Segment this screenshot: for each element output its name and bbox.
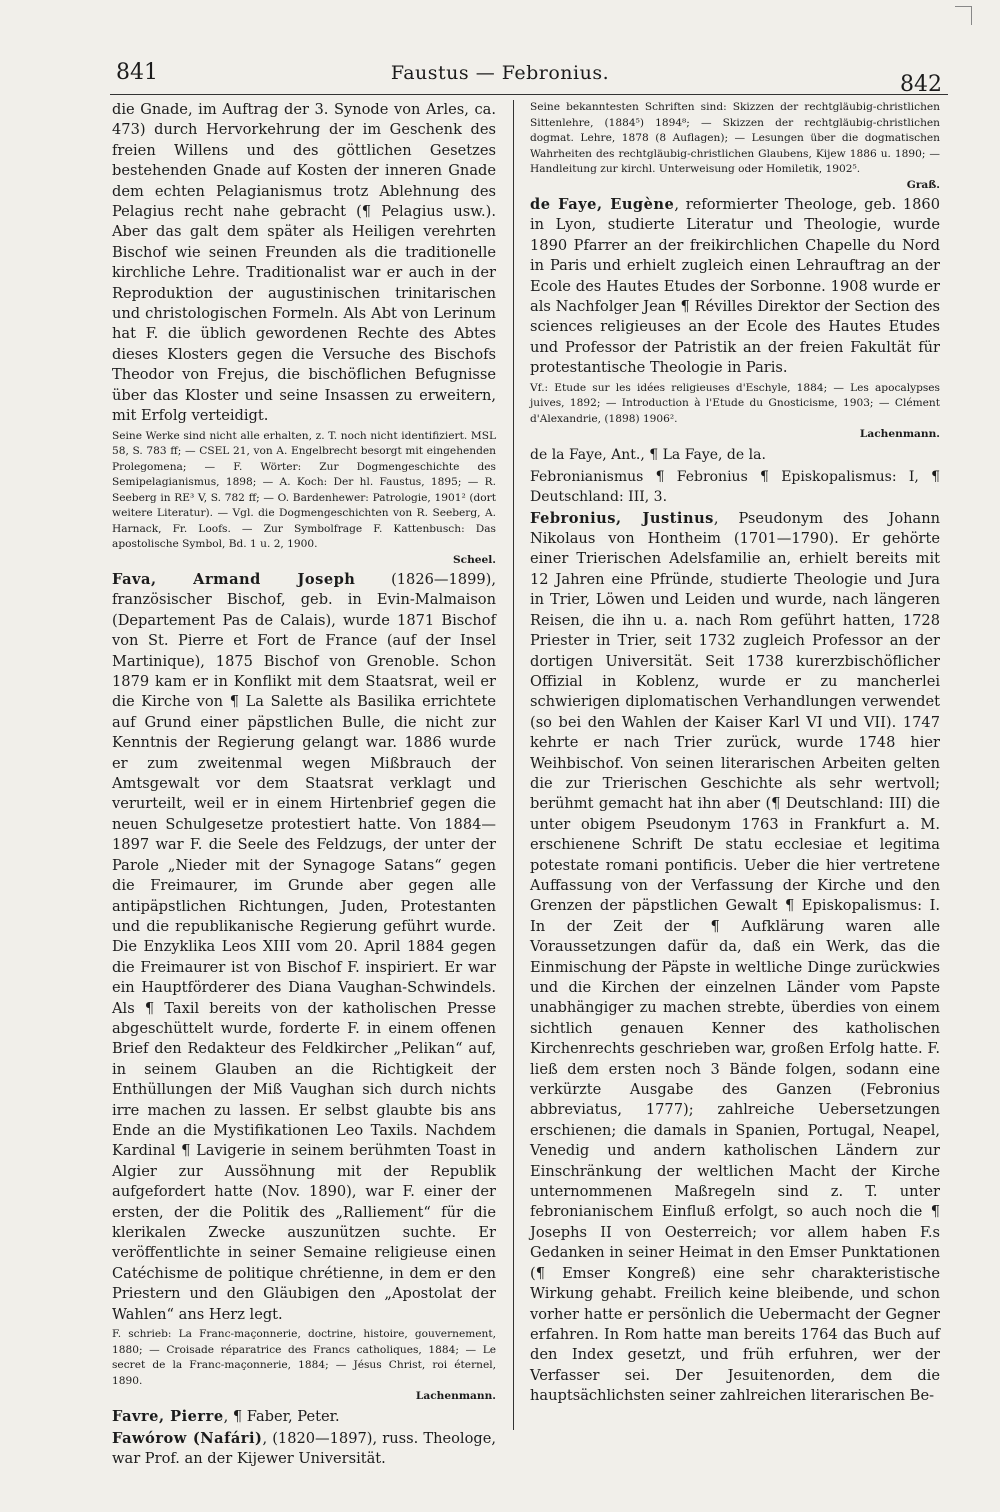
cross-reference-febronianismus: Febronianismus ¶ Febronius ¶ Episkopalismus: I, ¶ Deutschland: III, 3. [530,468,940,505]
literature-text: Seine bekanntesten Schriften sind: Skizzen der rechtgläubig-christlichen Sittenlehre, (1884⁵) 1894⁸; — Skizzen der rechtgläubig-christlichen dogmat. Lehre, 1878 (8 Auflagen); — Lesungen über die dogmatischen Wahrheiten des rechtgläubig-christlichen Glaubens, Kijew 1886 u. 1890; — Handleitung zur kirchl. Unterweisung oder Homiletik, 1902⁵. [530,101,940,175]
author-signature: Lachenmann. [859,428,940,441]
entry-heading: Favre, Pierre [112,1407,224,1425]
author-signature: Graß. [906,178,940,191]
de-faye-literature [530,381,940,443]
entry-text: (1826—1899), französischer Bischof, geb. in Evin-Malmaison (Departement Pas de Calais), wurde 1871 Bischof von St. Pierre et Fort de France (auf der Insel Martinique), 1875 Bischof von Grenoble. Schon 1879 kam er in Konflikt mit dem Staatsrat, weil er die Kirche von ¶ La Salette als Basilika errichtete auf Grund einer päpstlichen Bulle, die nicht zur Kenntnis der Regierung gelangt war. 1886 wurde er zum zweitenmal wegen Mißbrauch der Amtsgewalt vor dem Staatsrat verklagt und verurteilt, weil er in einem Hirtenbrief gegen die neuen Schulgesetze protestiert hatte. Von 1884—1897 war F. die Seele des Feldzugs, der unter der Parole „Nieder mit der Synagoge Satans“ gegen die Freimaurer, im Grunde aber gegen alle antipäpstlichen Richtungen, Juden, Protestanten und die republikanische Regierung geführt wurde. Die Enzyklika Leos XIII vom 20. April 1884 gegen die Freimaurer ist von Bischof F. inspiriert. Er war ein Hauptförderer des Diana Vaughan-Schwindels. Als ¶ Taxil bereits von der katholischen Presse abgeschüttelt wurde, forderte F. in einem offenen Brief den Redakteur des Feldkircher „Pelikan“ auf, in seinem Glauben an die Richtigkeit der Enthüllungen der Miß Vaughan sich durch nichts irre machen zu lassen. Er selbst glaubte bis ans Ende an die Mystifikationen Leo Taxils. Nachdem Kardinal ¶ Lavigerie in seinem berühmten Toast in Algier zur Aussöhnung mit der Republik aufgefordert hatte (Nov. 1890), war F. einer der ersten, der die Politik des „Ralliement“ für die klerikalen Zwecke auszunützen suchte. Er veröffentlichte in seiner Semaine religieuse einen Catéchisme de politique chrétienne, in dem er den Priestern und den Gläubigen den „Apostolat der Wahlen“ ans Herz legt. [112,571,496,1323]
entry-text: , Pseudonym des Johann Nikolaus von Hontheim (1701—1790). Er gehörte einer Trierischen Adelsfamilie an, erhielt bereits mit 12 Jahren eine Pfründe, studierte Theologie und Jura in Trier, Löwen und Leiden und wurde, nach längeren Reisen, die ihn u. a. nach Rom geführt hatten, 1728 Priester in Trier, seit 1732 zugleich Professor an der dortigen Universität. Seit 1738 kurerzbischöflicher Offizial in Koblenz, wurde er zu mancherlei schwierigen diplomatischen Verhandlungen verwendet (so bei den Wahlen der Kaiser Karl VI und VII). 1747 kehrte er nach Trier zurück, wurde 1748 hier Weihbischof. Von seinen literarischen Arbeiten gelten die zur Trierischen Geschichte als sehr wertvoll; berühmt gemacht hat ihn aber (¶ Deutschland: III) die unter obigem Pseudonym 1763 in Frankfurt a. M. erschienene Schrift De statu ecclesiae et legitima potestate romani pontificis. Ueber die hier vertretene Auffassung von der Verfassung der Kirche und den Grenzen der päpstlichen Gewalt ¶ Episkopalismus: I. In der Zeit der ¶ Aufklärung waren alle Voraussetzungen dafür da, daß ein Werk, das die Einmischung der Päpste in weltliche Dinge zurückwies und die Kirchen der einzelnen Länder vom Papste unabhängiger zu machen strebte, überdies von einem sichtlich genauen Kenner des katholischen Kirchenrechts geschrieben war, großen Erfolg hatte. F. ließ dem ersten noch 3 Bände folgen, sodann eine verkürzte Ausgabe des Ganzen (Febronius abbreviatus, 1777); zahlreiche Uebersetzungen erschienen; die damals in Spanien, Portugal, Neapel, Venedig und andern katholischen Ländern zur Einschränkung der weltlichen Macht der Kirche unternommenen Maßregeln sind z. T. unter febronianischem Einfluß erfolgt, so auch noch die ¶ Josephs II von Oesterreich; vor allem haben F.s Gedanken in seiner Heimat in den Emser Punktationen (¶ Emser Kongreß) eine sehr charakteristische Wirkung gehabt. Freilich keine bleibende, und schon vorher hatte er persönlich die Uebermacht der Gegner erfahren. In Rom hatte man bereits 1764 das Buch auf den Index gesetzt, und früh erfuhren, wer der Verfasser sei. Der Jesuitenorden, dem die hauptsächlichsten seiner zahlreichen literarischen Be- [530,509,940,1405]
entry-text: , reformierter Theologe, geb. 1860 in Lyon, studierte Literatur und Theologie, wurde 1890 Pfarrer an der freikirchlichen Chapelle du Nord in Paris und erhielt zugleich einen Lehrauftrag an der Ecole des Hautes Etudes der Sorbonne. 1908 wurde er als Nachfolger Jean ¶ Révilles Direktor der Section des sciences religieuses an der Ecole des Hautes Etudes und Professor der Patristik an der freien Fakultät für protestantische Theologie in Paris. [530,196,940,377]
corner-mark [955,6,972,25]
entry-febronius [530,509,940,1407]
page-number-right: 842 [900,72,942,97]
header-rule [110,94,948,95]
entry-heading: Fawórow (Nafári) [112,1429,263,1447]
right-column [530,100,940,1430]
entry-de-faye [530,195,940,379]
entry-heading: de Faye, Eugène [530,196,675,213]
entry-text: , (1820—1897), russ. Theologe, war Prof. an der Kijewer Universität. [112,1429,496,1468]
faustus-literature [112,429,496,569]
literature-text: Seine Werke sind nicht alle erhalten, z. T. noch nicht identifiziert. MSL 58, S. 783 ff; — CSEL 21, von A. Engelbrecht besorgt mit eingehenden Prolegomena; — F. Wörter: Zur Dogmengeschichte des Semipelagianismus, 1898; — A. Koch: Der hl. Faustus, 1895; — R. Seeberg in RE³ V, S. 782 ff; — O. Bardenhewer: Patrologie, 1901² (dort weitere Literatur). — Vgl. die Dogmengeschichten von R. Seeberg, A. Harnack, Fr. Loofs. — Zur Symbolfrage F. Kattenbusch: Das apostolische Symbol, Bd. 1 u. 2, 1900. [112,429,496,550]
author-signature: Scheel. [453,553,496,566]
page-number-left: 841 [116,60,158,85]
faustus-text: die Gnade, im Auftrag der 3. Synode von Arles, ca. 473) durch Hervorkehrung der im Geschenk des freien Willens und des göttlichen Gesetzes bestehenden Gnade auf Kosten der inneren Gnade dem echten Pelagianismus trotz Ablehnung des Pelagius recht nahe gebracht (¶ Pelagius usw.). Aber das galt dem später als Heiligen verehrten Bischof wie seinen Freunden als die traditionelle kirchliche Lehre. Traditionalist war er auch in der Reproduktion der augustinischen trinitarischen und christologischen Formeln. Als Abt von Lerinum hat F. die üblich gewordenen Rechte des Abtes dieses Klosters gegen die Versuche des Bischofs Theodor von Frejus, die bischöflichen Befugnisse über das Kloster und seine Insassen zu erweitern, mit Erfolg verteidigt. [112,101,496,425]
entry-heading: Fava, Armand Joseph [112,571,356,588]
left-column [112,100,496,1468]
fava-literature [112,1327,496,1405]
running-title: Faustus — Febronius. [390,62,610,84]
literature-text: F. schrieb: La Franc-maçonnerie, doctrine, histoire, gouvernement, 1880; — Croisade réparatrice des Francs catholiques, 1884; — Le secret de la Franc-maçonnerie, 1884; — Jésus Christ, roi éternel, 1890. [112,1328,496,1387]
cross-reference-la-faye: de la Faye, Ant., ¶ La Faye, de la. [530,446,766,463]
faworow-literature [530,100,940,193]
literature-text: Vf.: Etude sur les idées religieuses d'Eschyle, 1884; — Les apocalypses juives, 1892; — Introduction à l'Etude du Gnosticisme, 1903; — Clément d'Alexandrie, (1898) 1906². [530,381,940,425]
entry-faworow [112,1429,496,1470]
entry-heading: Febronius, Justinus [530,509,714,527]
cross-reference: , ¶ Faber, Peter. [223,1407,340,1425]
entry-favre [112,1407,496,1427]
column-divider [513,100,514,1430]
author-signature: Lachenmann. [415,1390,496,1403]
entry-fava [112,570,496,1325]
